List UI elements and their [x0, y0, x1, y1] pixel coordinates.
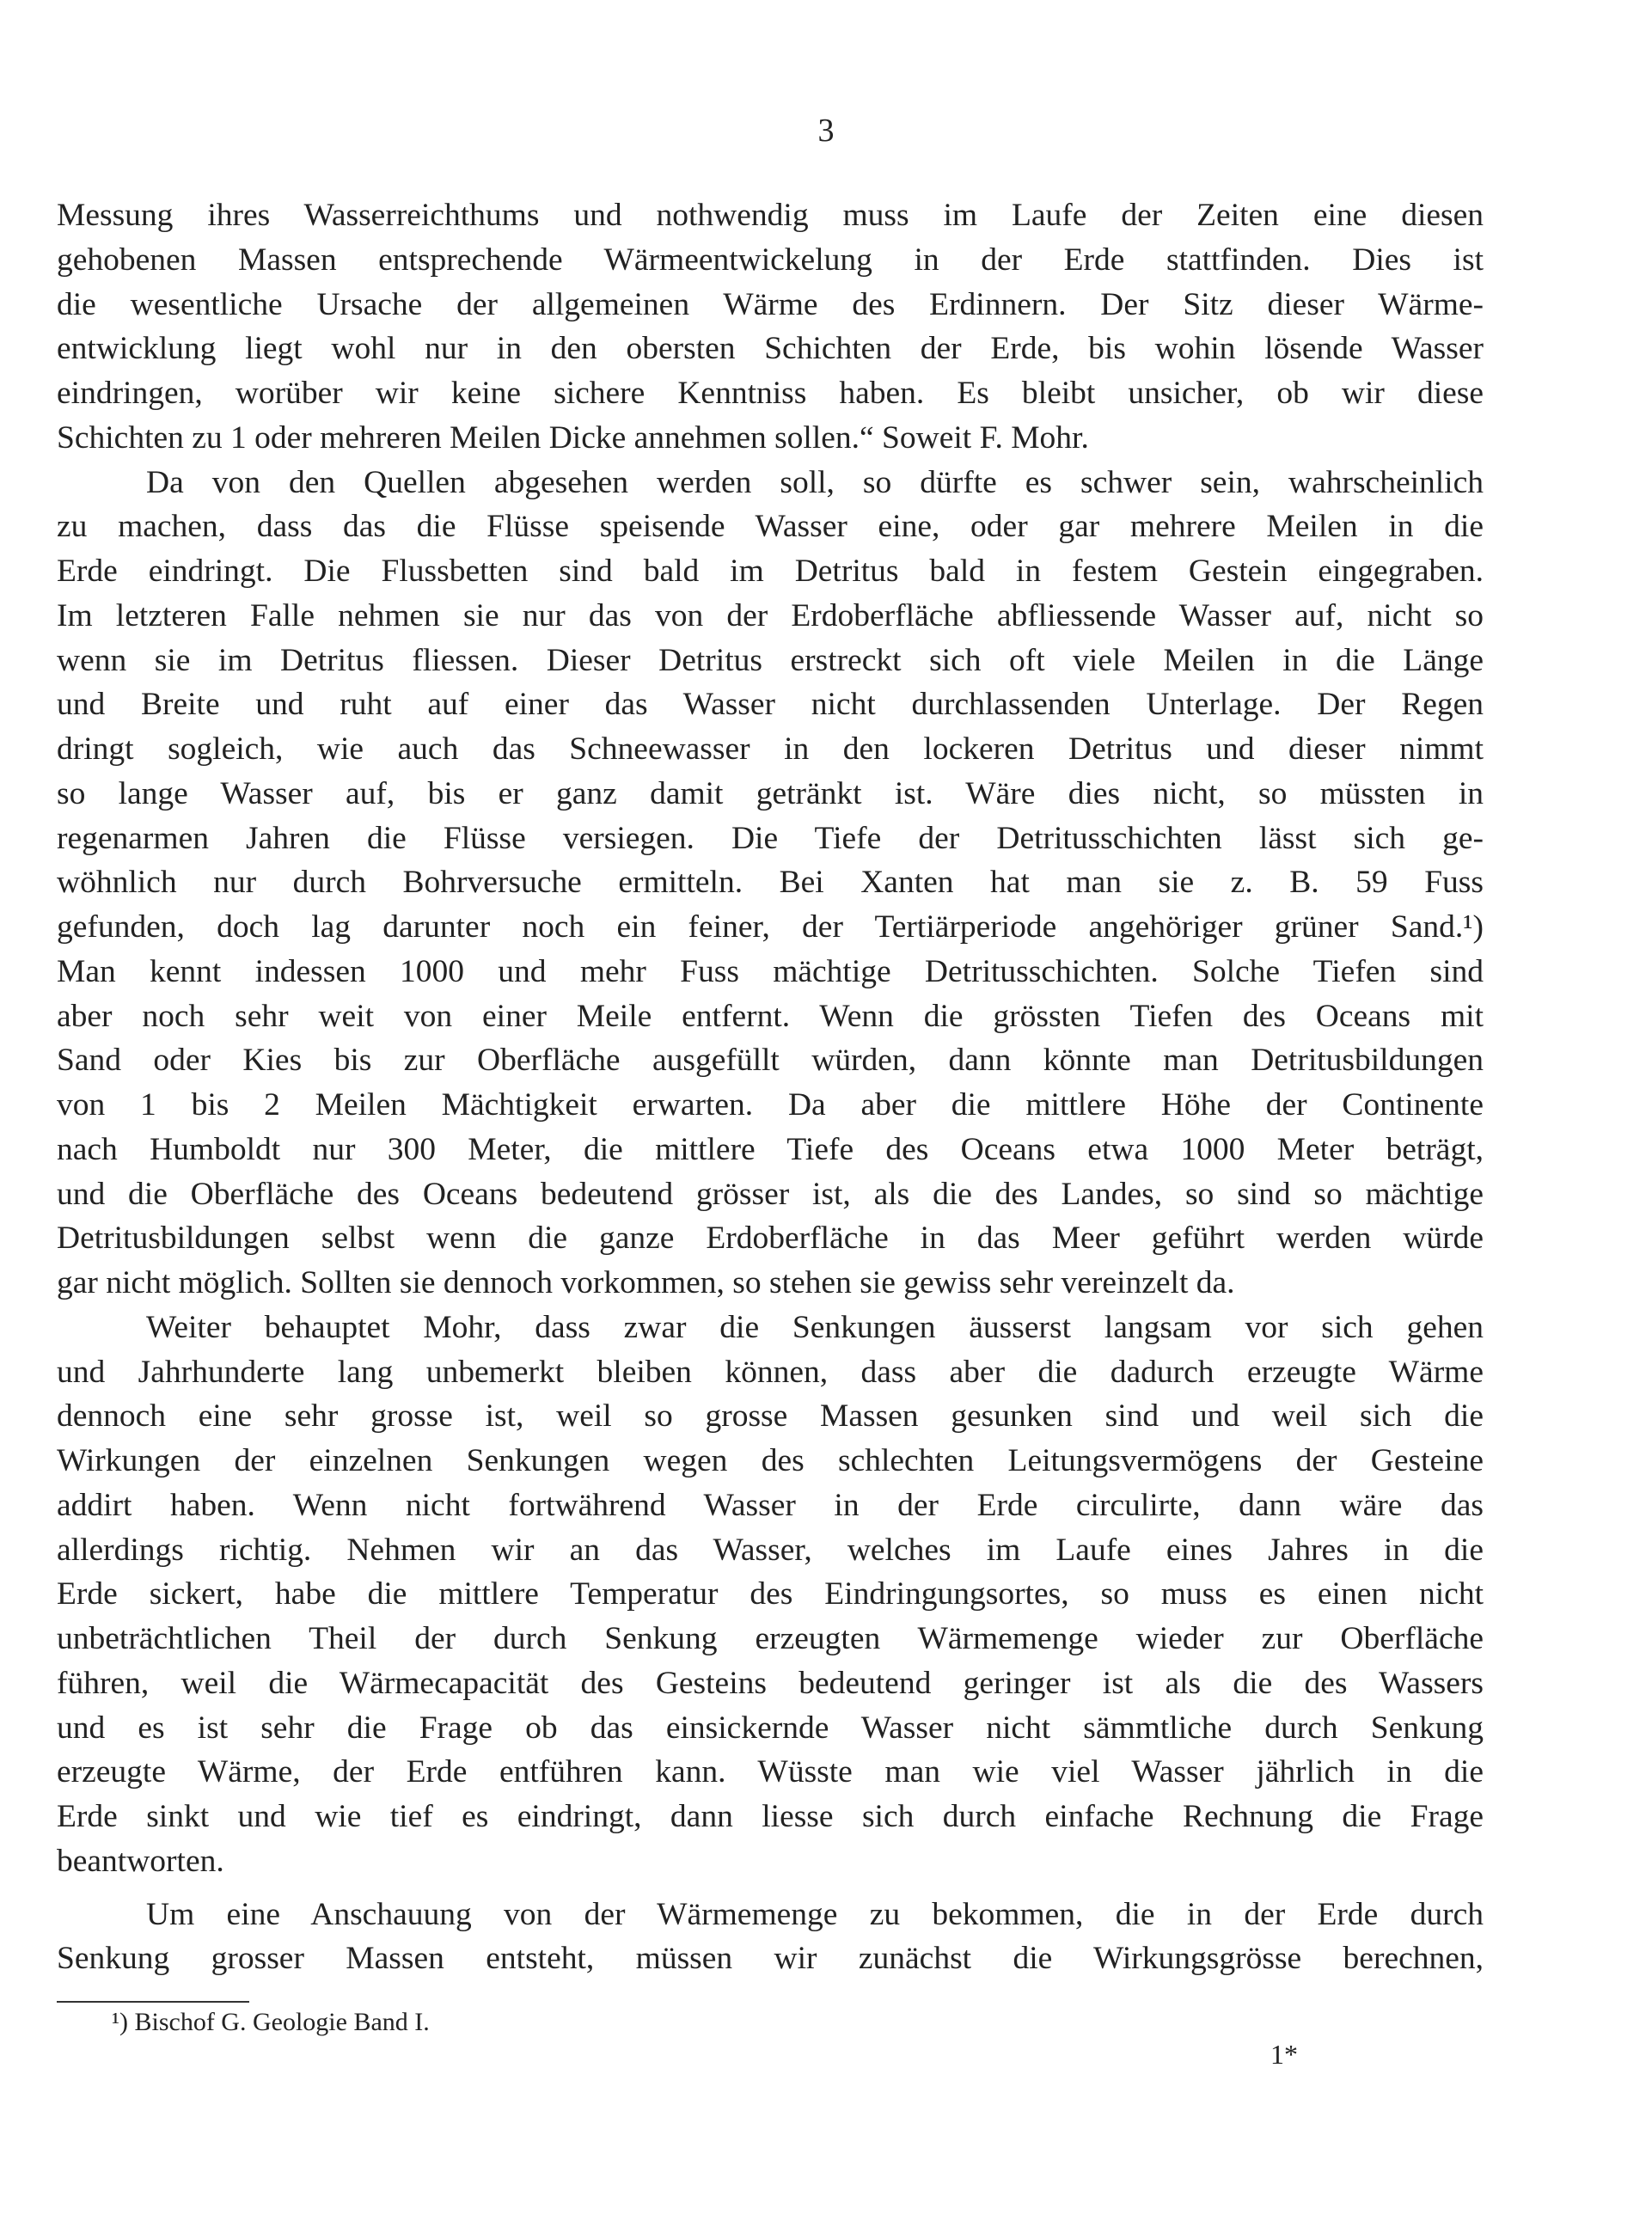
body-text: [57, 193, 1484, 1981]
text-line: Erde sickert, habe die mittlere Temperatur des Eindringungsortes, so muss es einen nicht: [57, 1576, 1484, 1612]
text-line: gar nicht möglich. Sollten sie dennoch vorkommen, so stehen sie gewiss sehr vereinzelt da.: [57, 1265, 1235, 1300]
text-line: Detritusbildungen selbst wenn die ganze Erdoberfläche in das Meer geführt werden würde: [57, 1221, 1484, 1257]
text-line: Erde sinkt und wie tief es eindringt, dann liesse sich durch einfache Rechnung die Frage: [57, 1799, 1484, 1834]
text-line: wöhnlich nur durch Bohrversuche ermitteln. Bei Xanten hat man sie z. B. 59 Fuss: [57, 865, 1484, 901]
text-line: und Jahrhunderte lang unbemerkt bleiben können, dass aber die dadurch erzeugte Wärme: [57, 1354, 1484, 1390]
text-line: zu machen, dass das die Flüsse speisende Wasser eine, oder gar mehrere Meilen in die: [57, 509, 1484, 545]
text-line: führen, weil die Wärmecapacität des Gesteins bedeutend geringer ist als die des Wassers: [57, 1665, 1484, 1701]
text-line: Wirkungen der einzelnen Senkungen wegen des schlechten Leitungsvermögens der Gesteine: [57, 1443, 1484, 1478]
paragraph-1: [57, 193, 1484, 461]
text-line: regenarmen Jahren die Flüsse versiegen. Die Tiefe der Detritusschichten lässt sich ge-: [57, 820, 1484, 856]
text-line: so lange Wasser auf, bis er ganz damit getränkt ist. Wäre dies nicht, so müssten in: [57, 775, 1484, 811]
text-line: von 1 bis 2 Meilen Mächtigkeit erwarten. Da aber die mittlere Höhe der Continente: [57, 1087, 1484, 1123]
text-line: Erde eindringt. Die Flussbetten sind bald im Detritus bald in festem Gestein eingegraben.: [57, 554, 1484, 589]
text-line: entwicklung liegt wohl nur in den obersten Schichten der Erde, bis wohin lösende Wasser: [57, 331, 1484, 367]
text-line: Senkung grosser Massen entsteht, müssen wir zunächst die Wirkungsgrösse berechnen,: [57, 1941, 1484, 1977]
text-line: nach Humboldt nur 300 Meter, die mittlere Tiefe des Oceans etwa 1000 Meter beträgt,: [57, 1131, 1484, 1167]
text-line: gehobenen Massen entsprechende Wärmeentwickelung in der Erde stattfinden. Dies ist: [57, 242, 1484, 278]
signature-mark: 1*: [1270, 2039, 1298, 2070]
text-line: Um eine Anschauung von der Wärmemenge zu bekommen, die in der Erde durch: [146, 1896, 1484, 1932]
text-line: aber noch sehr weit von einer Meile entfernt. Wenn die grössten Tiefen des Oceans mit: [57, 998, 1484, 1034]
text-line: Messung ihres Wasserreichthums und nothwendig muss im Laufe der Zeiten eine diesen: [57, 198, 1484, 233]
text-line: eindringen, worüber wir keine sichere Kenntniss haben. Es bleibt unsicher, ob wir diese: [57, 376, 1484, 411]
text-line: und Breite und ruht auf einer das Wasser nicht durchlassenden Unterlage. Der Regen: [57, 687, 1484, 723]
text-line: allerdings richtig. Nehmen wir an das Wasser, welches im Laufe eines Jahres in die: [57, 1532, 1484, 1568]
text-line: wenn sie im Detritus fliessen. Dieser Detritus erstreckt sich oft viele Meilen in die Länge: [57, 642, 1484, 678]
text-line: Man kennt indessen 1000 und mehr Fuss mächtige Detritusschichten. Solche Tiefen sind: [57, 953, 1484, 989]
text-line: und die Oberfläche des Oceans bedeutend grösser ist, als die des Landes, so sind so mächtige: [57, 1176, 1484, 1212]
footnote: ¹) Bischof G. Geologie Band I.: [112, 2008, 430, 2036]
text-line: Im letzteren Falle nehmen sie nur das von der Erdoberfläche abfliessende Wasser auf, nicht so: [57, 597, 1484, 633]
text-line: Weiter behauptet Mohr, dass zwar die Senkungen äusserst langsam vor sich gehen: [146, 1309, 1484, 1345]
text-line: gefunden, doch lag darunter noch ein feiner, der Tertiärperiode angehöriger grüner Sand.¹): [57, 909, 1484, 945]
text-line: dennoch eine sehr grosse ist, weil so grosse Massen gesunken sind und weil sich die: [57, 1398, 1484, 1435]
text-line: beantworten.: [57, 1843, 224, 1879]
text-line: Da von den Quellen abgesehen werden soll, so dürfte es schwer sein, wahrscheinlich: [146, 464, 1484, 500]
text-line: und es ist sehr die Frage ob das einsickernde Wasser nicht sämmtliche durch Senkung: [57, 1710, 1484, 1746]
paragraph-2: [57, 461, 1484, 1306]
text-line: dringt sogleich, wie auch das Schneewasser in den lockeren Detritus und dieser nimmt: [57, 731, 1484, 767]
text-line: Schichten zu 1 oder mehreren Meilen Dicke annehmen sollen.“ Soweit F. Mohr.: [57, 419, 1089, 456]
text-line: erzeugte Wärme, der Erde entführen kann. Wüsste man wie viel Wasser jährlich in die: [57, 1754, 1484, 1790]
text-line: Sand oder Kies bis zur Oberfläche ausgefüllt würden, dann könnte man Detritusbildungen: [57, 1043, 1484, 1079]
footnote-rule: [57, 2001, 249, 2003]
text-line: addirt haben. Wenn nicht fortwährend Wasser in der Erde circulirte, dann wäre das: [57, 1487, 1484, 1523]
paragraph-3: [57, 1306, 1484, 1884]
text-line: unbeträchtlichen Theil der durch Senkung erzeugten Wärmemenge wieder zur Oberfläche: [57, 1621, 1484, 1656]
page-number: 3: [817, 113, 835, 149]
paragraph-4: [57, 1893, 1484, 1982]
text-line: die wesentliche Ursache der allgemeinen Wärme des Erdinnern. Der Sitz dieser Wärme-: [57, 286, 1484, 322]
